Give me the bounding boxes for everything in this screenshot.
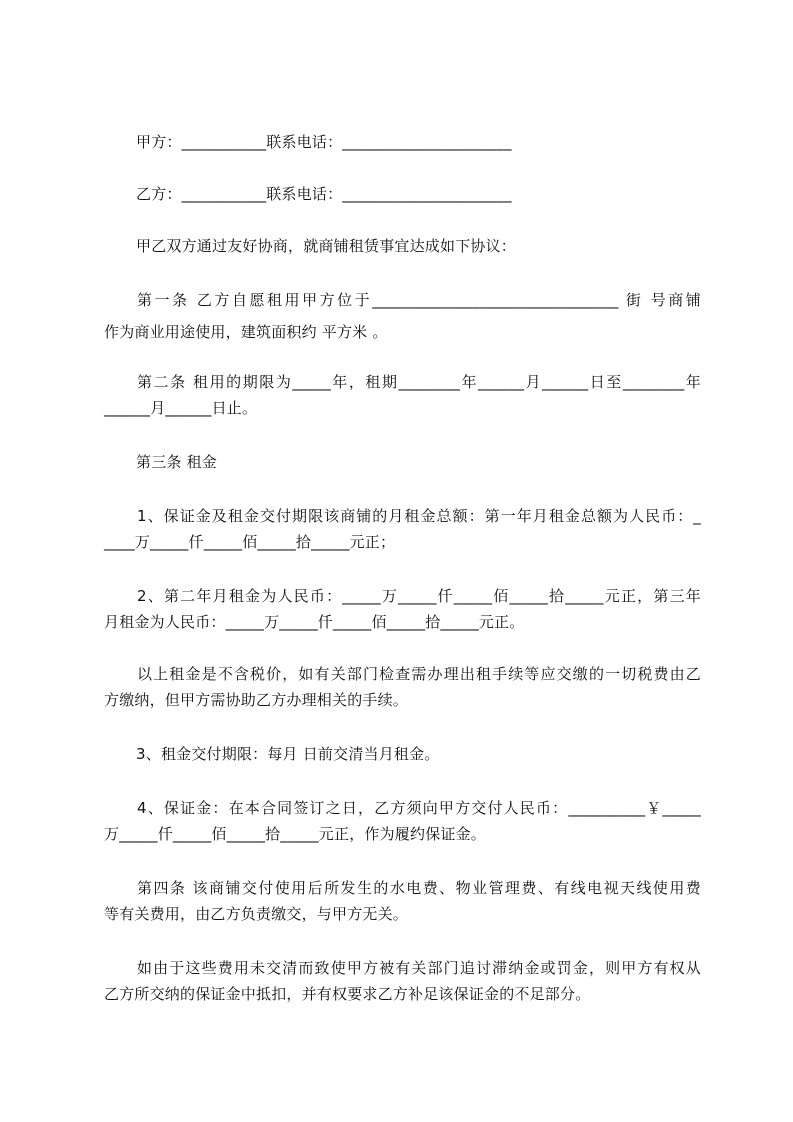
article-2-line-1: 第二条 租用的期限为_____年，租期________年______月______日至________年 xyxy=(137,373,701,391)
article-4-line-2: 等有关费用，由乙方负责缴交，与甲方无关。 xyxy=(104,905,409,923)
deposit-clause-line-2: 万_____仟_____佰_____拾_____元正，作为履约保证金。 xyxy=(104,825,487,843)
penalty-clause-line-2: 乙方所交纳的保证金中抵扣，并有权要求乙方补足该保证金的不足部分。 xyxy=(104,985,591,1003)
rent-clause-2-line-1: 2、第二年月租金为人民币：_____万_____仟_____佰_____拾_____元正，第三年 xyxy=(137,587,701,605)
article-1-line-2: 作为商业用途使用，建筑面积约 平方米 。 xyxy=(104,323,388,341)
article-4-line-1: 第四条 该商铺交付使用后所发生的水电费、物业管理费、有线电视天线使用费 xyxy=(137,879,701,897)
tax-clause-line-1: 以上租金是不含税价，如有关部门检查需办理出租手续等应交缴的一切税费由乙 xyxy=(137,665,701,683)
rent-clause-1-line-1: 1、保证金及租金交付期限该商铺的月租金总额：第一年月租金总额为人民币：_ xyxy=(137,507,701,525)
agreement-intro: 甲乙双方通过友好协商，就商铺租赁事宜达成如下协议： xyxy=(136,237,517,255)
rent-clause-2-line-2: 月租金为人民币：_____万_____仟_____佰_____拾_____元正。 xyxy=(104,613,525,631)
party-a-line: 甲方：___________联系电话：______________________ xyxy=(136,133,512,151)
rent-clause-1-line-2: ____万_____仟_____佰_____拾_____元正； xyxy=(104,533,396,551)
rent-clause-3: 3、租金交付期限：每月 日前交清当月租金。 xyxy=(136,745,440,763)
deposit-clause-line-1: 4、保证金：在本合同签订之日，乙方须向甲方交付人民币：__________￥_____ xyxy=(137,799,701,817)
article-2-line-2: ______月______日止。 xyxy=(104,399,258,417)
tax-clause-line-2: 方缴纳，但甲方需协助乙方办理相关的手续。 xyxy=(104,691,409,709)
article-1-line-1: 第一条 乙方自愿租用甲方位于________________________________ 街 号商铺 xyxy=(137,291,701,309)
penalty-clause-line-1: 如由于这些费用未交清而致使甲方被有关部门追讨滞纳金或罚金，则甲方有权从 xyxy=(137,959,701,977)
party-b-line: 乙方：___________联系电话：______________________ xyxy=(136,185,512,203)
article-3-heading: 第三条 租金 xyxy=(136,453,217,471)
